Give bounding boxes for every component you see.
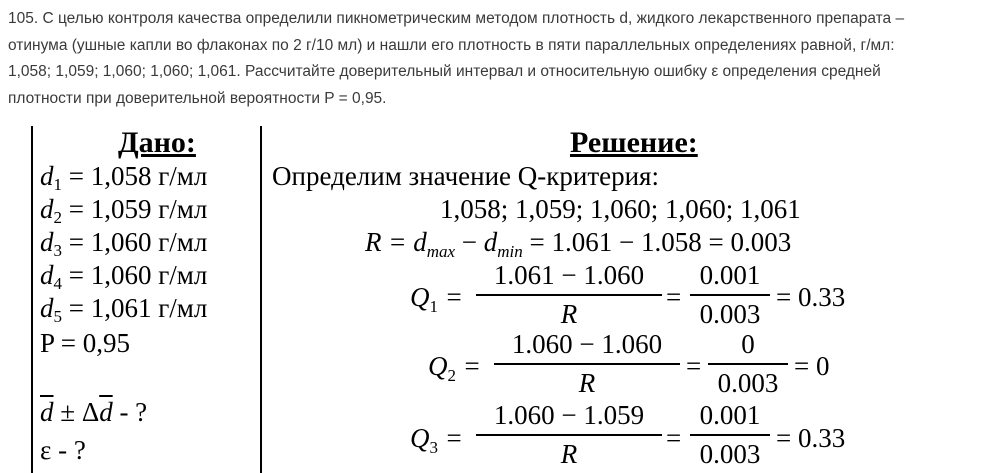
q1-denominator: R bbox=[560, 299, 578, 329]
q3-numerator: 1.060 − 1.059 bbox=[493, 400, 645, 430]
q2-fraction-bar bbox=[494, 363, 680, 365]
q2-denominator-2: 0.003 bbox=[717, 368, 779, 398]
given-title: Дано: bbox=[118, 126, 196, 159]
problem-line: плотности при доверительной вероятности P = 0,95. bbox=[8, 89, 387, 107]
problem-line: отинума (ушные капли во флаконах по 2 г/10 мл) и нашли его плотность в пяти параллельных определениях равной, г/мл: bbox=[8, 36, 895, 54]
q3-equals: = bbox=[666, 423, 682, 453]
given-item-d3: $d_3 = 1,060$ г/мл bbox=[40, 227, 208, 260]
q2-numerator: 1.060 − 1.060 bbox=[511, 329, 663, 359]
given-item-d1: $d_1 = 1,058$ г/мл bbox=[40, 161, 208, 194]
problem-line: 105. С целью контроля качества определили пикнометрическим методом плотность d, жидкого лекарственного препарата – bbox=[8, 10, 905, 27]
given-item-d2: $d_2 = 1,059$ г/мл bbox=[40, 194, 208, 227]
q1-label: $Q_1$ = bbox=[410, 282, 463, 316]
range-formula: $R = d_{max} - d_{min} = 1.061 - 1.058 = 0.003$ bbox=[365, 227, 792, 261]
problem-line: 1,058; 1,059; 1,060; 1,060; 1,061. Рассчитайте доверительный интервал и относительную ошибку ε определения средней bbox=[8, 63, 881, 80]
q1-numerator-2: 0.001 bbox=[699, 260, 761, 290]
given-item-d4: $d_4 = 1,060$ г/мл bbox=[40, 260, 208, 293]
given-item-d5: $d_5 = 1,061$ г/мл bbox=[40, 293, 208, 326]
q3-numerator-2: 0.001 bbox=[699, 400, 761, 430]
q1-fraction-bar-2 bbox=[690, 294, 770, 296]
given-p: P = 0,95 bbox=[40, 328, 130, 358]
q3-fraction-bar-2 bbox=[690, 434, 770, 436]
q1-result: = 0.33 bbox=[776, 282, 846, 312]
problem-statement bbox=[8, 6, 992, 112]
q2-fraction-bar-2 bbox=[708, 363, 788, 365]
q2-result: = 0 bbox=[794, 351, 830, 381]
column-divider bbox=[260, 126, 262, 473]
q2-numerator-2: 0 bbox=[741, 329, 755, 359]
given-find-epsilon: ε - ? bbox=[40, 435, 86, 465]
q2-denominator: R bbox=[578, 368, 596, 398]
q1-numerator: 1.061 − 1.060 bbox=[493, 260, 645, 290]
q3-denominator: R bbox=[560, 439, 578, 469]
q3-label: $Q_3$ = bbox=[410, 423, 463, 457]
q3-result: = 0.33 bbox=[776, 423, 846, 453]
q1-fraction-bar bbox=[476, 294, 662, 296]
q2-label: $Q_2$ = bbox=[428, 351, 481, 385]
given-find-interval: $\overline{d} \pm \Delta\overline{d}$ - ? bbox=[40, 397, 148, 427]
q1-denominator-2: 0.003 bbox=[699, 299, 761, 329]
q2-equals: = bbox=[686, 351, 702, 381]
solution-title: Решение: bbox=[570, 126, 698, 159]
q3-denominator-2: 0.003 bbox=[699, 439, 761, 469]
solution-values: 1,058; 1,059; 1,060; 1,060; 1,061 bbox=[440, 194, 801, 224]
solution-intro: Определим значение Q-критерия: bbox=[272, 161, 659, 191]
q3-fraction-bar bbox=[476, 434, 662, 436]
q1-equals: = bbox=[666, 282, 682, 312]
left-divider bbox=[31, 126, 33, 473]
